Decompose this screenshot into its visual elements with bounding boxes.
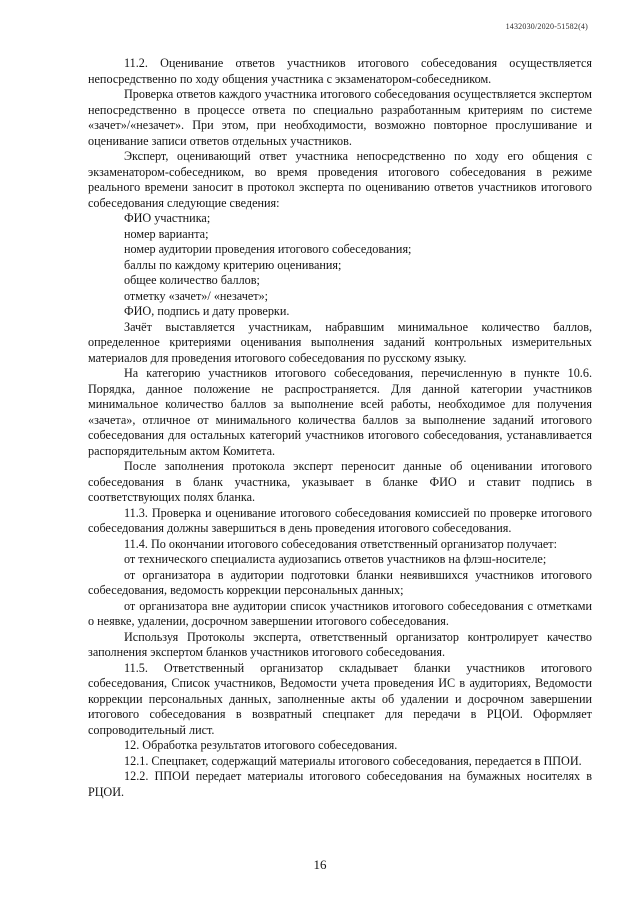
- paragraph-11-3: 11.3. Проверка и оценивание итогового собеседования комиссией по проверке итогового собеседования должны завершиться в день проведения итогового собеседования.: [88, 505, 592, 535]
- received-item: от организатора в аудитории подготовки бланки неявившихся участников итогового собеседования, ведомость коррекции персональных данных;: [88, 567, 592, 597]
- paragraph-12-2: 12.2. ППОИ передает материалы итогового собеседования на бумажных носителях в РЦОИ.: [88, 769, 592, 799]
- section-12-heading: 12. Обработка результатов итогового собеседования.: [124, 738, 398, 752]
- paragraph-11-4: 11.4. По окончании итогового собеседования ответственный организатор получает:: [124, 536, 557, 551]
- document-body: [88, 56, 592, 800]
- page-number: 16: [313, 857, 327, 872]
- protocol-field-item: ФИО, подпись и дату проверки.: [124, 304, 290, 318]
- paragraph-transfer-to-form: После заполнения протокола эксперт переносит данные об оценивании итогового собеседования в бланк участника, указывает в бланке ФИО и ставит подпись в соответствующих полях бланка.: [88, 459, 592, 504]
- protocol-field-item: номер аудитории проведения итогового собеседования;: [124, 242, 412, 256]
- protocol-field-item: отметку «зачет»/ «незачет»;: [124, 288, 269, 303]
- paragraph-credit: Зачёт выставляется участникам, набравшим минимальное количество баллов, определенное критериями оценивания выполнения заданий контрольных измерительных материалов для проведения итогового собеседования по русскому языку.: [88, 319, 592, 365]
- paragraph-11-5: 11.5. Ответственный организатор складывает бланки участников итогового собеседования, Список участников, Ведомости учета проведения ИС в аудиториях, Ведомости коррекции персональных данных, заполненные акты об удалении и досрочном завершении итогового собеседования в возвратный спецпакет для передачи в РЦОИ. Оформляет сопроводительный лист.: [88, 660, 592, 737]
- protocol-field-item: баллы по каждому критерию оценивания;: [124, 257, 342, 272]
- paragraph-quality-control: Используя Протоколы эксперта, ответственный организатор контролирует качество заполнения экспертом бланков участников итогового собеседования.: [88, 629, 592, 659]
- protocol-field-item: ФИО участника;: [124, 211, 211, 225]
- document-registration-number: 1432030/2020-51582(4): [505, 22, 588, 31]
- paragraph-answer-check: Проверка ответов каждого участника итогового собеседования осуществляется экспертом непосредственно в процессе ответа по специально разработанным критериям по системе «зачет»/«незачет». При этом, при необходимости, возможно повторное прослушивание и оценивание записи ответов отдельных участников.: [88, 87, 592, 148]
- protocol-field-item: общее количество баллов;: [124, 273, 260, 287]
- paragraph-11-2: 11.2. Оценивание ответов участников итогового собеседования осуществляется непосредственно по ходу общения участника с экзаменатором-собеседником.: [88, 56, 592, 86]
- paragraph-12-1: 12.1. Спецпакет, содержащий материалы итогового собеседования, передается в ППОИ.: [124, 753, 582, 768]
- protocol-field-item: номер варианта;: [124, 226, 209, 241]
- paragraph-expert-protocol: Эксперт, оценивающий ответ участника непосредственно по ходу его общения с экзаменатором-собеседником, во время проведения итогового собеседования в режиме реального времени заносит в протокол эксперта по оцениванию ответов участников итогового собеседования следующие сведения:: [88, 149, 592, 210]
- received-item: от технического специалиста аудиозапись ответов участников на флэш-носителе;: [124, 552, 547, 566]
- paragraph-category-exception: На категорию участников итогового собеседования, перечисленную в пункте 10.6. Порядка, данное положение не распространяется. Для данной категории участников минимальное количество баллов за выполнение всей работы, необходимое для получения «зачета», отличное от минимального количества баллов за выполнение заданий итогового собеседования для остальных категорий участников итогового собеседования, устанавливается распорядительным актом Комитета.: [88, 366, 592, 458]
- received-item: от организатора вне аудитории список участников итогового собеседования с отметками о неявке, удалении, досрочном завершении итогового собеседования.: [88, 598, 592, 628]
